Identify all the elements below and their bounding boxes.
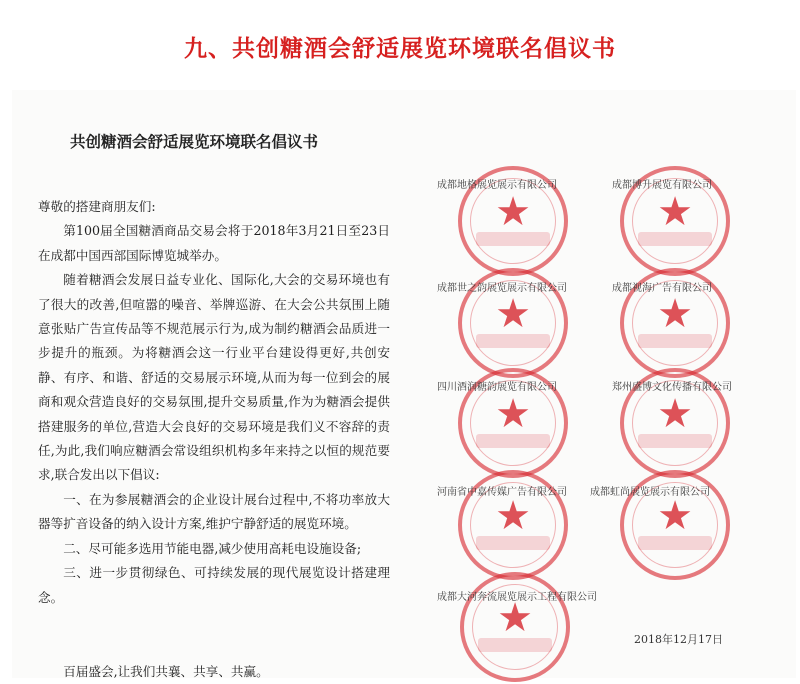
paragraph: 三、进一步贯彻绿色、可持续发展的现代展览设计搭建理念。 bbox=[38, 565, 390, 605]
signatory-name: 郑州盛博文化传播有限公司 bbox=[612, 382, 732, 393]
company-seal: ★ bbox=[620, 166, 730, 276]
letter-body bbox=[38, 195, 390, 684]
paragraph: 二、尽可能多选用节能电器,减少使用高耗电设施设备; bbox=[63, 540, 362, 556]
signatory-name: 河南省中嘉传媒广告有限公司 bbox=[437, 487, 567, 498]
signatory-name: 成都视海广告有限公司 bbox=[612, 283, 712, 294]
salutation: 尊敬的搭建商朋友们: bbox=[38, 199, 156, 214]
company-seal: ★ bbox=[620, 470, 730, 580]
document-date: 2018年12月17日 bbox=[634, 633, 723, 646]
paragraph: 随着糖酒会发展日益专业化、国际化,大会的交易环境也有了很大的改善,但喧嚣的噪音、举牌巡游、在大会公共氛围上随意张贴广告宣传品等不规范展示行为,成为制约糖酒会品质进一步提升的瓶颈。为将糖酒会这一行业平台建设得更好,共创安静、有序、和谐、舒适的交易展示环境,从而为每一位到会的展商和观众营造良好的交易氛围,提升交易质量,作为为糖酒会提供搭建服务的单位,营造大会良好的交易环境是我们义不容辞的责任,为此,我们响应糖酒会常设组织机构多年来持之以恒的规范要求,联合发出以下倡议: bbox=[38, 272, 390, 483]
company-seal: ★ bbox=[458, 470, 568, 580]
signatory-name: 成都虹尚展览展示有限公司 bbox=[590, 487, 710, 498]
paragraph: 一、在为参展糖酒会的企业设计展台过程中,不将功率放大器等扩音设备的纳入设计方案,维护宁静舒适的展览环境。 bbox=[38, 491, 390, 532]
signatory-name: 成都大河奔流展览展示工程有限公司 bbox=[437, 592, 597, 603]
company-seal: ★ bbox=[620, 268, 730, 378]
page-heading: 九、共创糖酒会舒适展览环境联名倡议书 bbox=[184, 36, 616, 62]
document-title: 共创糖酒会舒适展览环境联名倡议书 bbox=[70, 133, 319, 151]
signatory-name: 成都博升展览有限公司 bbox=[612, 180, 712, 191]
signatory-name: 成都世之韵展览展示有限公司 bbox=[437, 283, 567, 294]
closing-line: 百届盛会,让我们共襄、共享、共赢。 bbox=[63, 663, 269, 679]
signatory-name: 四川酒润糖韵展览有限公司 bbox=[437, 382, 557, 393]
company-seal: ★ bbox=[458, 368, 568, 478]
company-seal: ★ bbox=[458, 166, 568, 276]
signatory-name: 成都地格展览展示有限公司 bbox=[437, 180, 557, 191]
company-seal: ★ bbox=[460, 572, 570, 682]
company-seal: ★ bbox=[458, 268, 568, 378]
paragraph: 第100届全国糖酒商品交易会将于2018年3月21日至23日在成都中国西部国际博览城举办。 bbox=[38, 223, 390, 263]
company-seal: ★ bbox=[620, 368, 730, 478]
